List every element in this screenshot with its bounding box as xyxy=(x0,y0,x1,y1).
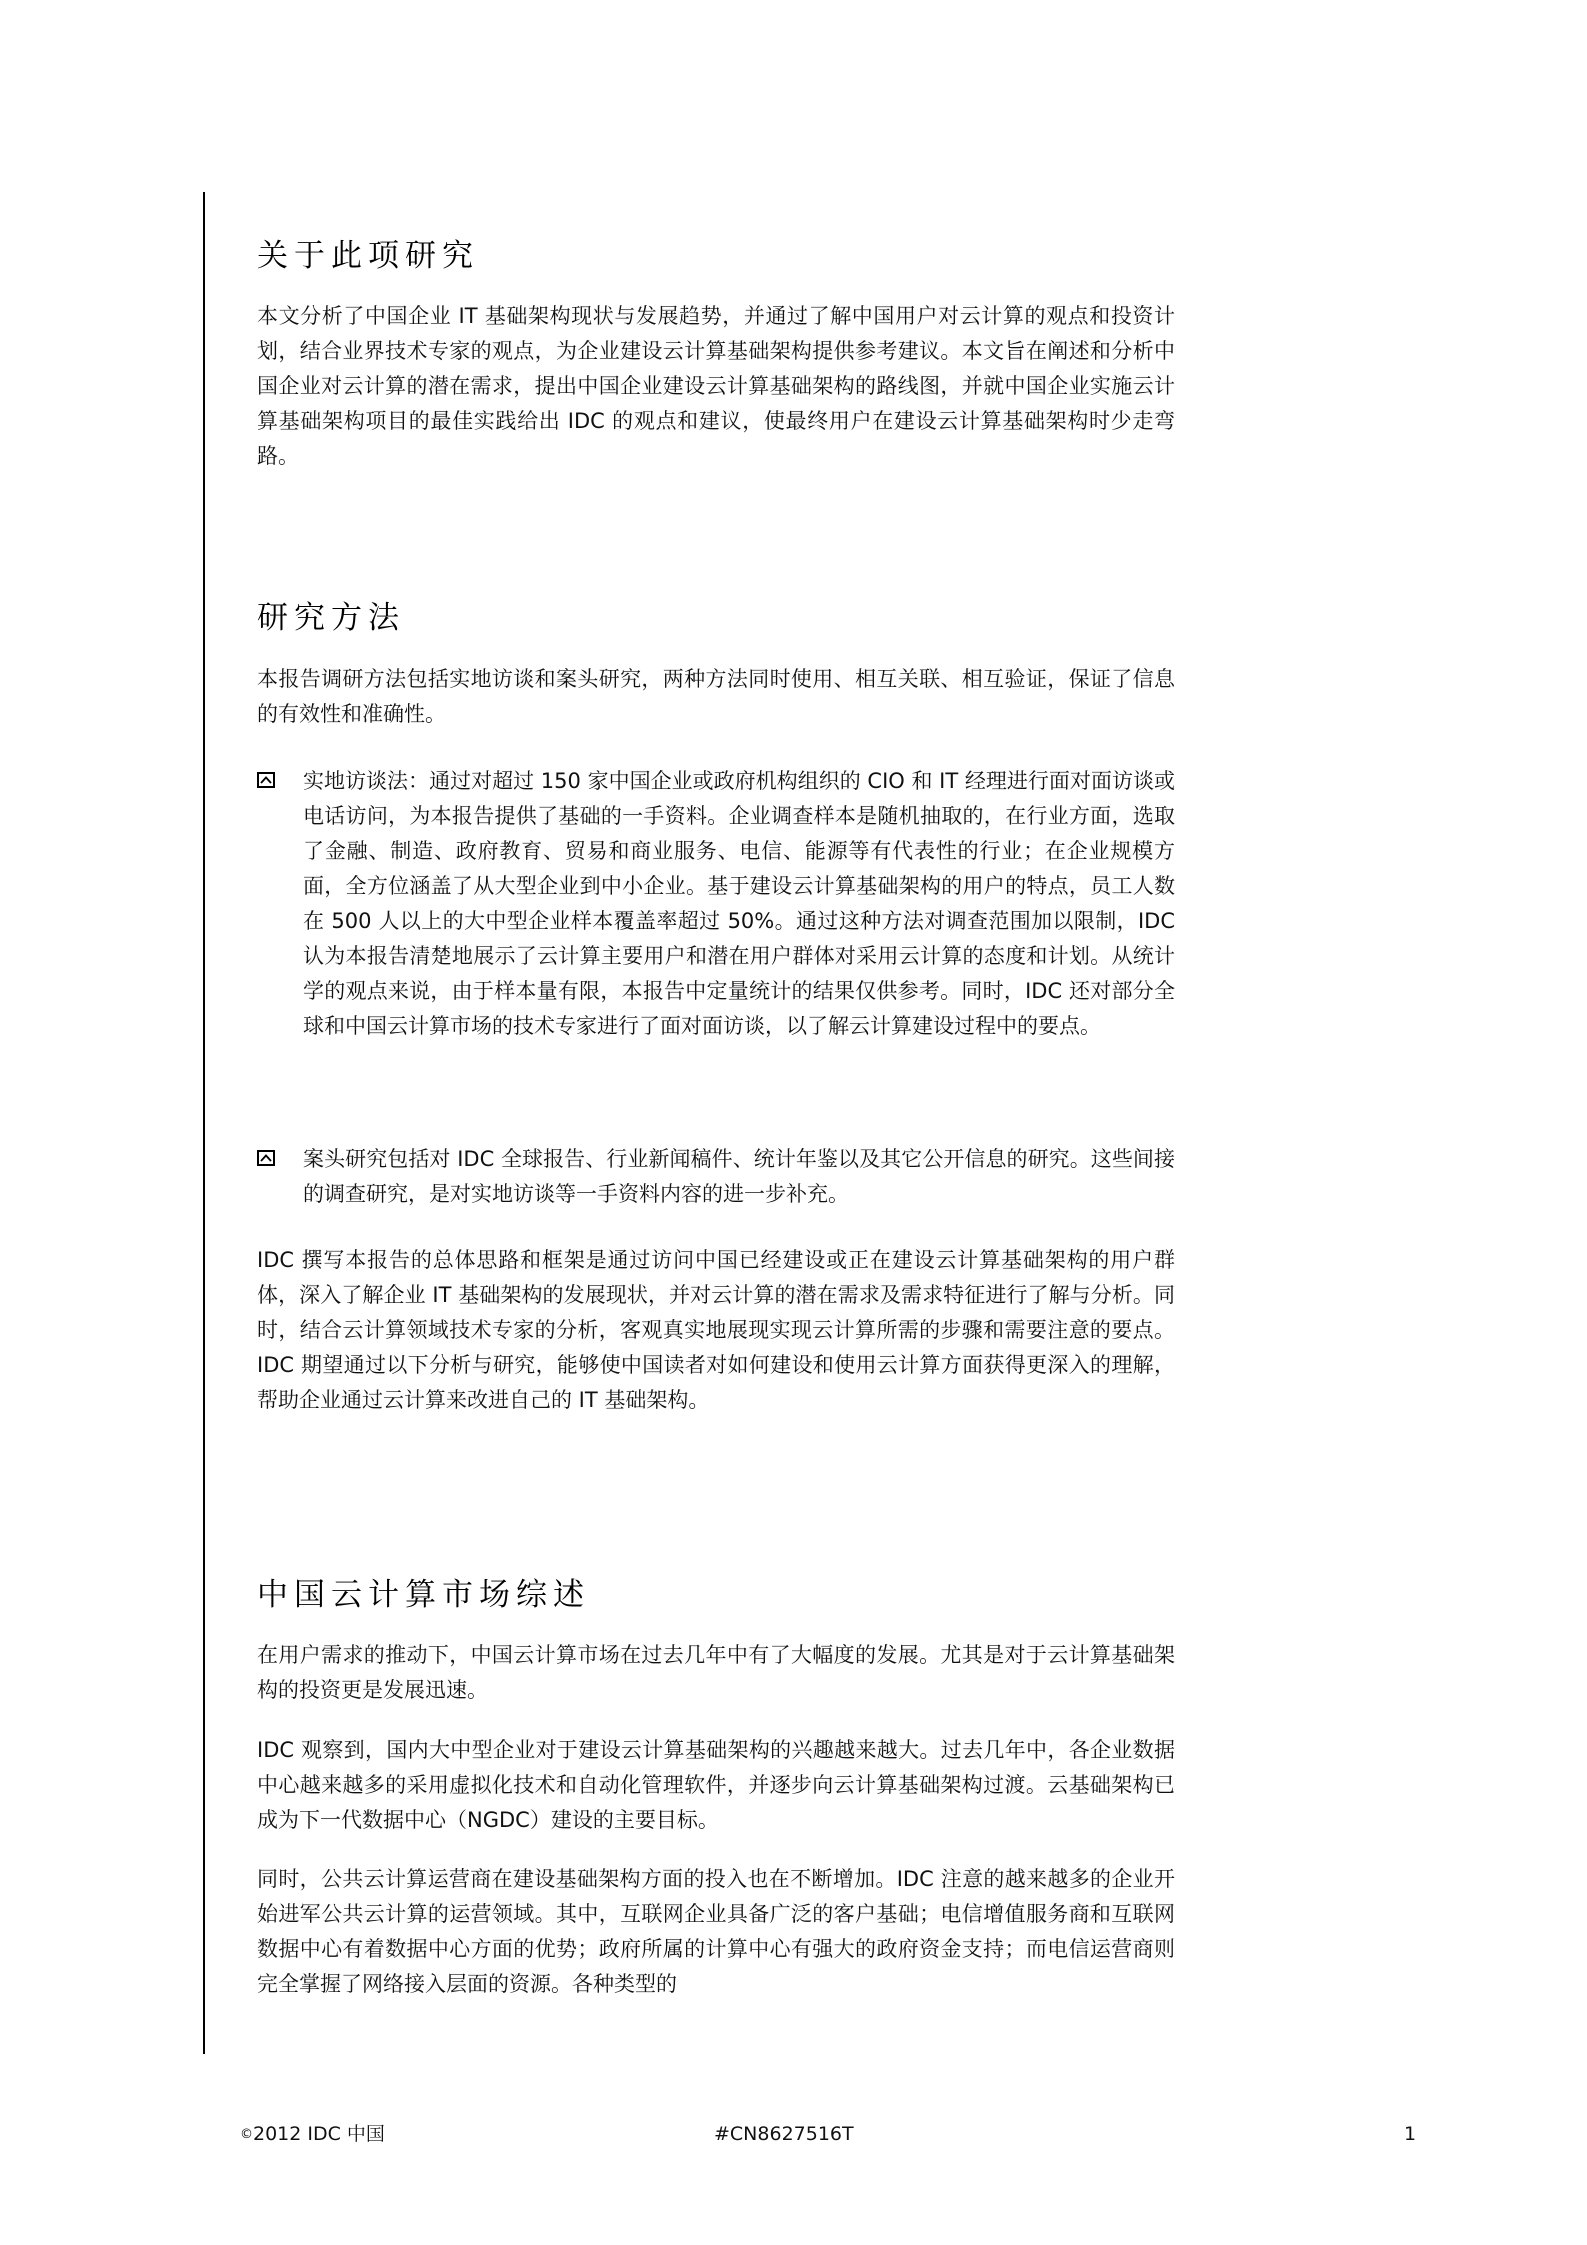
copyright-text: 2012 IDC 中国 xyxy=(253,2123,385,2145)
section-title-methodology: 研究方法 xyxy=(257,600,405,636)
methodology-closing-paragraph: IDC 撰写本报告的总体思路和框架是通过访问中国已经建设或正在建设云计算基础架构的用户群体，深入了解企业 IT 基础架构的发展现状，并对云计算的潜在需求及需求特征进行了解与分析。同时，结合云计算领域技术专家的分析，客观真实地展现实现云计算所需的步骤和需要注意的要点。IDC 期望通过以下分析与研究，能够使中国读者对如何建设和使用云计算方面获得更深入的理解，帮助企业通过云计算来改进自己的 IT 基础架构。 xyxy=(257,1248,1175,1412)
footer-page-number: 1 xyxy=(1404,2123,1417,2145)
margin-vertical-rule xyxy=(203,192,205,2054)
boxed-caret-bullet-icon xyxy=(257,1150,275,1166)
boxed-caret-bullet-icon xyxy=(257,772,275,788)
about-research-paragraph: 本文分析了中国企业 IT 基础架构现状与发展趋势，并通过了解中国用户对云计算的观点和投资计划，结合业界技术专家的观点，为企业建设云计算基础架构提供参考建议。本文旨在阐述和分析中国企业对云计算的潜在需求，提出中国企业建设云计算基础架构的路线图，并就中国企业实施云计算基础架构项目的最佳实践给出 IDC 的观点和建议，使最终用户在建设云计算基础架构时少走弯路。 xyxy=(257,304,1175,468)
footer-copyright xyxy=(240,2122,385,2147)
field-interview-text: 实地访谈法：通过对超过 150 家中国企业或政府机构组织的 CIO 和 IT 经理进行面对面访谈或电话访问，为本报告提供了基础的一手资料。企业调查样本是随机抽取的，在行业方面，选取了金融、制造、政府教育、贸易和商业服务、电信、能源等有代表性的行业；在企业规模方面，全方位涵盖了从大型企业到中小企业。基于建设云计算基础架构的用户的特点，员工人数在 500 人以上的大中型企业样本覆盖率超过 50%。通过这种方法对调查范围加以限制，IDC 认为本报告清楚地展示了云计算主要用户和潜在用户群体对采用云计算的态度和计划。从统计学的观点来说，由于样本量有限，本报告中定量统计的结果仅供参考。同时，IDC 还对部分全球和中国云计算市场的技术专家进行了面对面访谈，以了解云计算建设过程中的要点。 xyxy=(303,769,1175,1038)
market-paragraph-2: IDC 观察到，国内大中型企业对于建设云计算基础架构的兴趣越来越大。过去几年中，各企业数据中心越来越多的采用虚拟化技术和自动化管理软件，并逐步向云计算基础架构过渡。云基础架构已成为下一代数据中心（NGDC）建设的主要目标。 xyxy=(257,1738,1175,1832)
methodology-intro-paragraph: 本报告调研方法包括实地访谈和案头研究，两种方法同时使用、相互关联、相互验证，保证了信息的有效性和准确性。 xyxy=(257,667,1175,726)
market-paragraph-3: 同时，公共云计算运营商在建设基础架构方面的投入也在不断增加。IDC 注意的越来越多的企业开始进军公共云计算的运营领域。其中，互联网企业具备广泛的客户基础；电信增值服务商和互联网数据中心有着数据中心方面的优势；政府所属的计算中心有强大的政府资金支持；而电信运营商则完全掌握了网络接入层面的资源。各种类型的 xyxy=(257,1867,1175,1996)
section-title-china-cloud-market: 中国云计算市场综述 xyxy=(257,1577,590,1613)
copyright-symbol: © xyxy=(240,2127,253,2142)
footer-doc-number: #CN8627516T xyxy=(714,2123,854,2145)
desk-research-text: 案头研究包括对 IDC 全球报告、行业新闻稿件、统计年鉴以及其它公开信息的研究。这些间接的调查研究，是对实地访谈等一手资料内容的进一步补充。 xyxy=(303,1147,1175,1206)
section-title-about-research: 关于此项研究 xyxy=(257,238,479,274)
market-paragraph-1: 在用户需求的推动下，中国云计算市场在过去几年中有了大幅度的发展。尤其是对于云计算基础架构的投资更是发展迅速。 xyxy=(257,1643,1175,1702)
